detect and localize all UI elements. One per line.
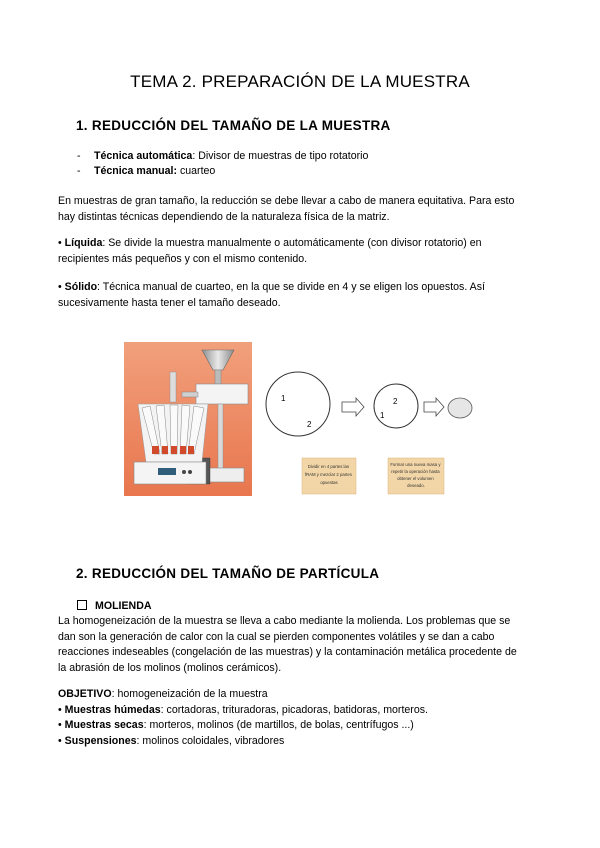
bullet-tecnica-automatica xyxy=(77,150,368,162)
solido-line-2: sucesivamente hasta tener el tamaño deseado. xyxy=(58,296,281,309)
item-label: Muestras secas xyxy=(64,719,144,732)
objetivo-list xyxy=(58,687,538,749)
circle-2-label-2: 1 xyxy=(380,411,385,420)
quartering-circle-2 xyxy=(374,384,418,428)
bullet-label: Técnica manual: xyxy=(94,165,178,177)
page-title: TEMA 2. PREPARACIÓN DE LA MUESTRA xyxy=(130,72,470,91)
molienda-line-3: reacciones indeseables (congelación de las muestras) y la contaminación metálica procedente de xyxy=(58,646,517,659)
molienda-line-1: La homogeneización de la muestra se lleva a cabo mediante la molienda. Los problemas que se xyxy=(58,615,511,627)
molienda-paragraph xyxy=(58,614,538,676)
cuarteo-diagram xyxy=(252,362,476,496)
list-item xyxy=(58,718,538,734)
circle-1-label-1: 1 xyxy=(281,394,286,403)
bullet-tecnica-manual xyxy=(77,165,215,177)
molienda-line-4: la abrasión de los molinos (molinos cerámicos). xyxy=(58,661,282,674)
solido-label: Sólido xyxy=(64,281,98,293)
intro-paragraph xyxy=(58,194,538,225)
objetivo-line xyxy=(58,687,538,703)
intro-line-1: En muestras de gran tamaño, la reducción se debe llevar a cabo de manera equitativa. Para esto xyxy=(58,195,515,207)
dash-marker: - xyxy=(77,165,81,177)
item-text: : morteros, molinos (de martillos, de bolas, centrífugos ...) xyxy=(143,719,414,732)
bullet-dot: • xyxy=(58,734,62,747)
objetivo-label: OBJETIVO xyxy=(58,688,112,700)
liquida-paragraph xyxy=(58,236,538,267)
bullet-dot: • xyxy=(58,719,62,732)
box-1-line-1: Dividir en 4 partes las xyxy=(307,464,350,469)
liquida-line-2: recipientes más pequeños y con el mismo contenido. xyxy=(58,252,308,265)
item-text: : cortadoras, trituradoras, picadoras, batidoras, morteros. xyxy=(160,703,428,716)
result-sample-circle xyxy=(448,398,472,418)
objetivo-text: : homogeneización de la muestra xyxy=(111,688,268,700)
rotary-sample-divider-photo xyxy=(124,342,252,496)
item-label: Muestras húmedas xyxy=(64,703,161,716)
molienda-subheading xyxy=(77,599,557,615)
bullet-text: cuarteo xyxy=(177,165,216,177)
bullet-text: Divisor de muestras de tipo rotatorio xyxy=(195,150,369,162)
bullet-label: Técnica automática xyxy=(94,150,193,162)
dash-marker: - xyxy=(77,150,81,162)
section-2-heading: 2. REDUCCIÓN DEL TAMAÑO DE PARTÍCULA xyxy=(76,566,380,581)
box-2-line-1: Formar una nueva masa y xyxy=(390,462,441,467)
box-2-line-3: obtener el volumen xyxy=(397,476,434,481)
bullet-dot: • xyxy=(58,703,62,716)
quartering-circle-1 xyxy=(266,372,330,436)
box-1-line-3: opuestas xyxy=(320,480,338,485)
liquida-label: Líquida xyxy=(64,237,103,249)
bullet-dot: • xyxy=(58,281,62,293)
item-label: Suspensiones xyxy=(64,734,137,747)
circle-1-label-2: 2 xyxy=(307,420,312,429)
solido-line-1: : Técnica manual de cuarteo, en la que se divide en 4 y se eligen los opuestos. Así xyxy=(97,281,485,293)
molienda-label: MOLIENDA xyxy=(95,600,152,612)
box-2-line-4: deseado. xyxy=(407,483,425,488)
item-text: : molinos coloidales, vibradores xyxy=(136,734,285,747)
bullet-sep: : xyxy=(192,150,196,162)
bullet-dot: • xyxy=(58,237,62,249)
circle-2-label-1: 2 xyxy=(393,397,398,406)
liquida-line-1: : Se divide la muestra manualmente o automáticamente (con divisor rotatorio) en xyxy=(102,237,482,249)
sample-division-figure xyxy=(124,342,476,496)
box-1-line-2: fRAM y mezclar 2 partes xyxy=(304,472,352,477)
list-item xyxy=(58,703,538,719)
checkbox-icon xyxy=(77,600,87,610)
list-item xyxy=(58,734,538,750)
solido-paragraph xyxy=(58,280,538,311)
molienda-line-2: dan son la generación de calor con la cual se pierden componentes volátiles y se dan a cabo xyxy=(58,630,495,643)
section-1-heading: 1. REDUCCIÓN DEL TAMAÑO DE LA MUESTRA xyxy=(76,118,391,133)
intro-line-2: hay distintas técnicas dependiendo de la naturaleza física de la matriz. xyxy=(58,210,390,223)
box-2-line-2: repetir la operación hasta xyxy=(391,469,440,474)
